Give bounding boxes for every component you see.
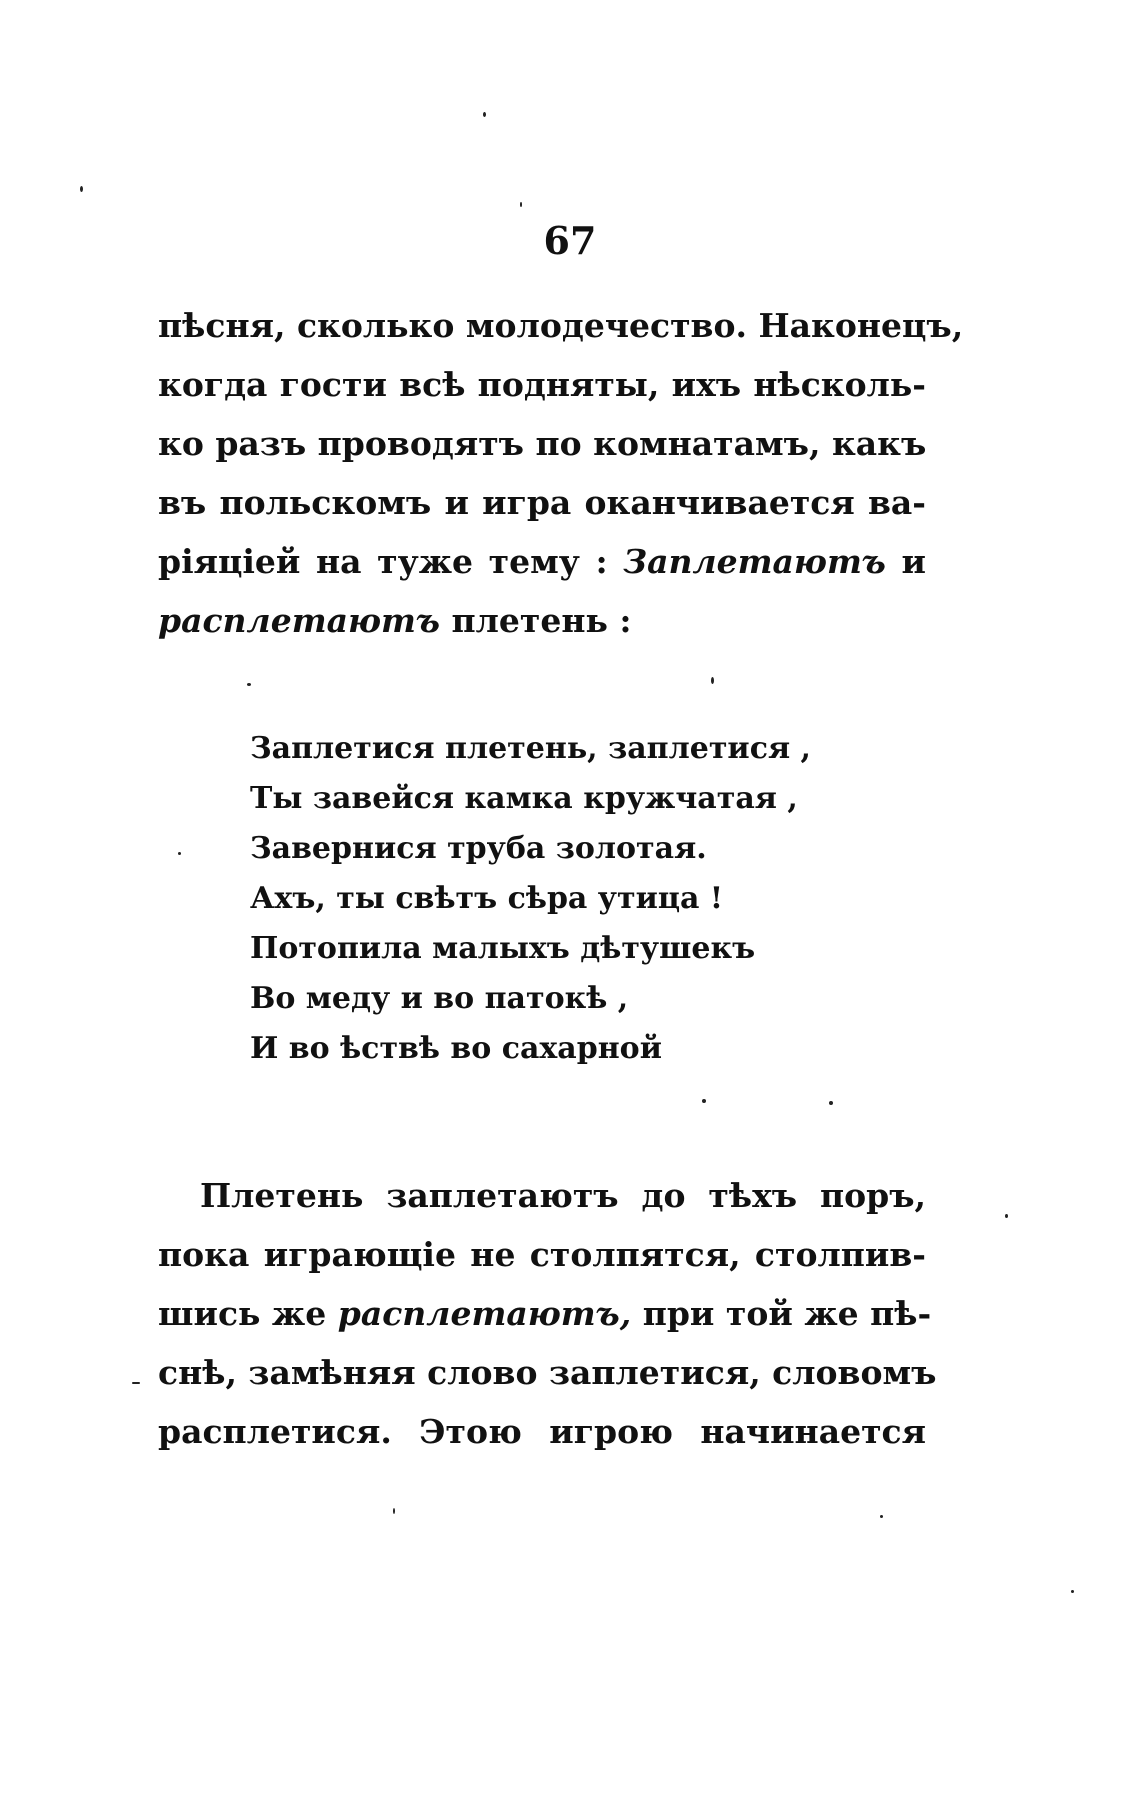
paragraph-2-line-2: пока играющіе не столпятся, столпив-: [158, 1235, 926, 1274]
paragraph-2: [158, 1166, 937, 1461]
paragraph-2-line-3: [158, 1284, 932, 1343]
scan-speck: [520, 202, 522, 207]
paragraph-1-line-5-text: ріяціей на туже тему :: [158, 542, 608, 581]
paragraph-1-line-4: въ польскомъ и игра оканчивается ва-: [158, 483, 926, 522]
paragraph-1-line-5-end: и: [901, 542, 926, 581]
scan-speck: [1071, 1590, 1074, 1593]
page-number: 67: [543, 218, 597, 263]
paragraph-2-line-4: снѣ, замѣняя слово заплетися, словомъ: [158, 1353, 937, 1392]
scan-speck: [711, 677, 714, 684]
verse-line: Ты завейся камка кружчатая ,: [250, 781, 798, 816]
scan-speck: [393, 1508, 395, 1514]
italic-term-zapletayut: Заплетаютъ: [623, 542, 886, 581]
paragraph-1: [158, 296, 964, 650]
paragraph-2-line-3-end: при той же пѣ-: [642, 1294, 932, 1333]
verse-line: Потопила малыхъ дѣтушекъ: [250, 931, 756, 966]
verse-line: Заплетися плетень, заплетися ,: [250, 731, 812, 766]
scan-speck: [247, 683, 251, 686]
scan-speck: [178, 852, 181, 855]
paragraph-2-line-3-text: шись же: [158, 1294, 327, 1333]
scan-speck: [880, 1515, 883, 1518]
paragraph-1-line-2: когда гости всѣ подняты, ихъ нѣсколь-: [158, 365, 926, 404]
scan-speck: [483, 112, 486, 117]
paragraph-2-line-5: расплетися. Этою игрою начинается: [158, 1412, 926, 1451]
paragraph-1-line-6: [158, 591, 926, 650]
verse-line: Завернися труба золотая.: [250, 831, 707, 866]
song-verse: [250, 724, 811, 1074]
scan-speck: [702, 1099, 706, 1103]
paragraph-1-line-6-text: плетень :: [451, 601, 632, 640]
italic-term-raspletayut-2: расплетаютъ,: [337, 1294, 632, 1333]
paragraph-2-line-1: Плетень заплетаютъ до тѣхъ поръ,: [200, 1176, 926, 1215]
scan-speck: [132, 1382, 140, 1384]
paragraph-1-line-5: [158, 532, 926, 591]
scan-speck: [829, 1101, 833, 1105]
paragraph-1-line-1: пѣсня, сколько молодечество. Наконецъ,: [158, 306, 964, 345]
verse-line: Ахъ, ты свѣтъ сѣра утица !: [250, 881, 724, 916]
verse-line: Во меду и во патокѣ ,: [250, 981, 629, 1016]
scan-speck: [1005, 1214, 1008, 1218]
italic-term-raspletayut: расплетаютъ: [158, 601, 440, 640]
paragraph-1-line-3: ко разъ проводятъ по комнатамъ, какъ: [158, 424, 927, 463]
verse-line: И во ѣствѣ во сахарной: [250, 1031, 662, 1066]
scan-speck: [80, 186, 83, 192]
